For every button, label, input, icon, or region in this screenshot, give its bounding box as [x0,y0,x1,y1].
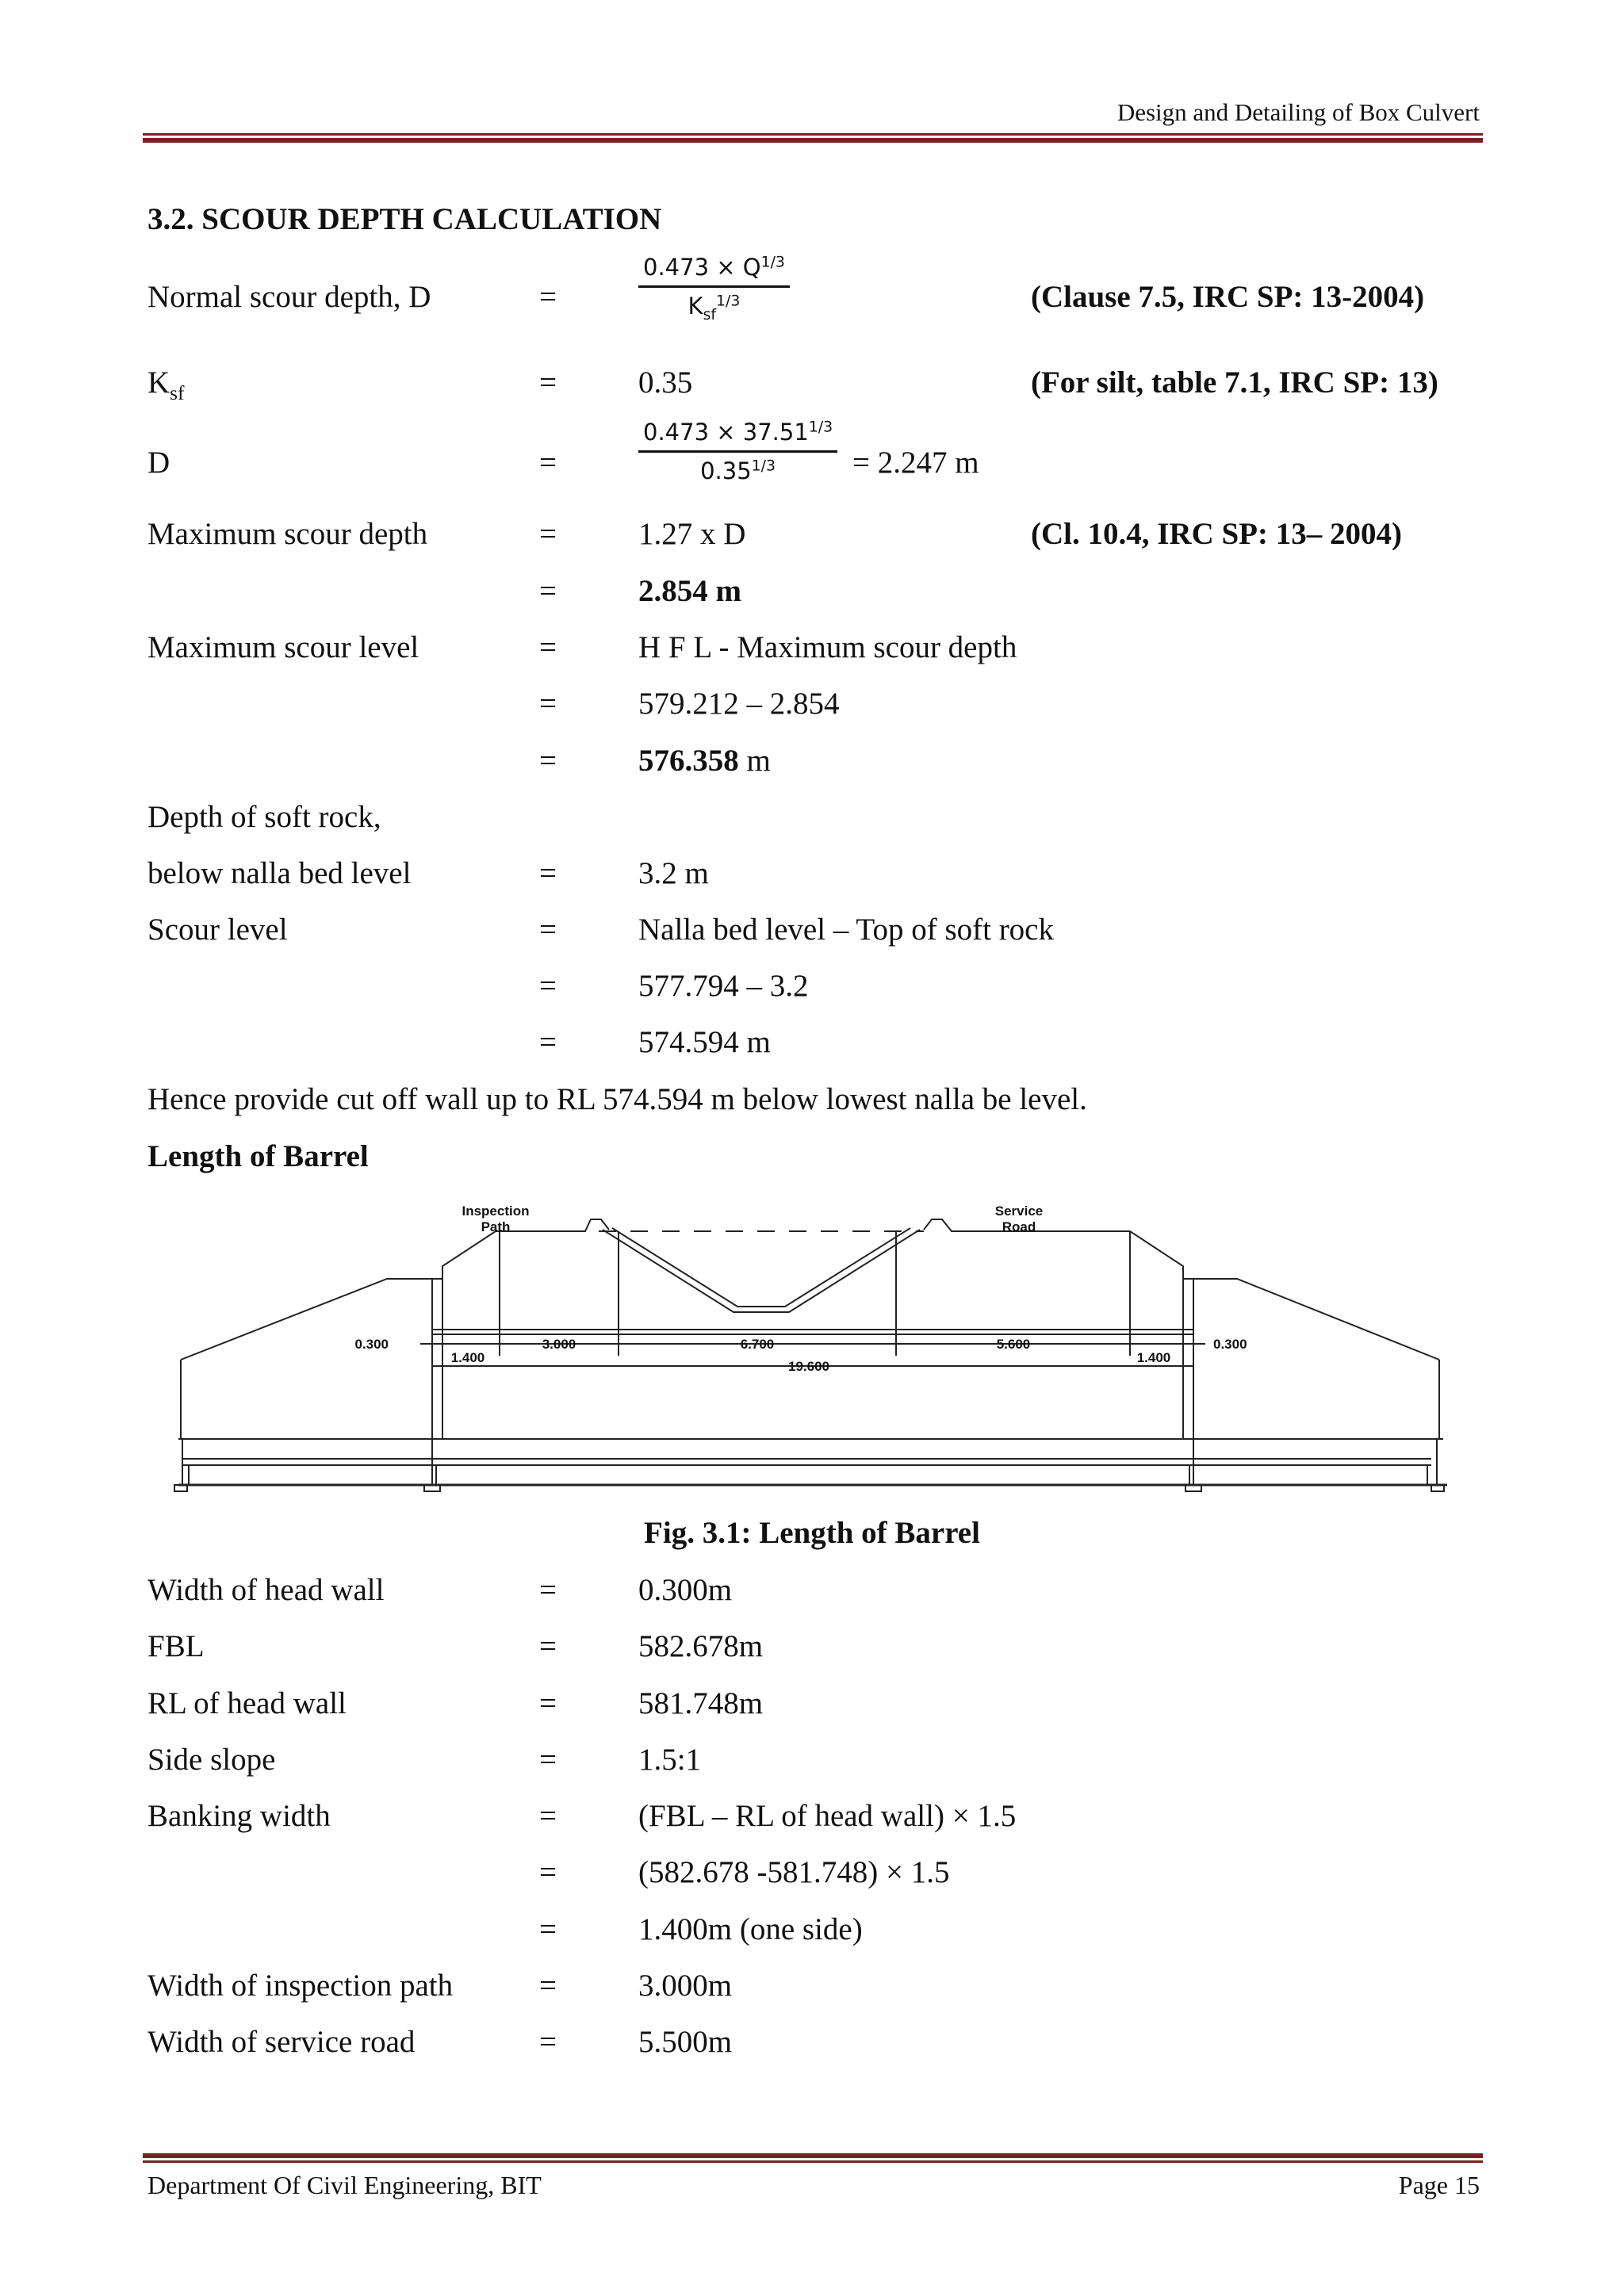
barrel-row-label: Banking width [147,1799,331,1833]
d-label: D [147,446,170,480]
soft-rock-label-1: Depth of soft rock, [147,800,381,834]
max-scour-level-calc: 579.212 – 2.854 [638,687,840,721]
barrel-row-value: 3.000m [638,1969,733,2003]
dim-19600: 19.600 [788,1359,829,1374]
max-scour-depth-value: 2.854 m [638,574,741,608]
barrel-row-value: 1.5:1 [638,1743,702,1777]
equals-sign: = [539,517,557,551]
equals-sign: = [539,1629,557,1663]
conclusion-text: Hence provide cut off wall up to RL 574.594 m below lowest nalla be level. [147,1082,1087,1116]
dim-3000: 3.000 [542,1337,576,1352]
equals-sign: = [539,969,557,1003]
max-scour-level-expr: H F L - Maximum scour depth [638,630,1017,664]
max-scour-depth-label: Maximum scour depth [147,517,428,551]
equals-sign: = [539,856,557,890]
equals-sign: = [539,1855,557,1889]
max-scour-depth-expr: 1.27 x D [638,517,746,551]
scour-level-calc: 577.794 – 3.2 [638,969,809,1003]
equals-sign: = [539,1969,557,2003]
barrel-length-figure [159,1193,1459,1502]
footer-rule-thin [143,2160,1483,2163]
equals-sign: = [539,574,557,608]
barrel-row-label: FBL [147,1629,205,1663]
barrel-row-value: 5.500m [638,2025,733,2059]
barrel-row-value: 581.748m [638,1686,764,1720]
dim-0300-left: 0.300 [354,1337,389,1352]
barrel-row-value: 1.400m (one side) [638,1912,863,1946]
normal-scour-label: Normal scour depth, D [147,280,431,314]
equals-sign: = [539,1799,557,1833]
normal-scour-formula: $0.473 \times Q^{1/3}$ $K_{sf}^{1/3}$ [638,254,790,323]
barrel-row-label: Width of inspection path [147,1969,454,2003]
equals-sign: = [539,1912,557,1946]
service-road-label-line1: Service [994,1203,1044,1219]
d-formula: $\frac{0.473 \times 37.51^{1/3}}{0.35^{1/3}}$ [638,419,837,484]
dim-5600: 5.600 [996,1337,1031,1352]
equals-sign: = [539,2025,557,2059]
header-rule-thick [143,138,1483,143]
normal-scour-reference: (Clause 7.5, IRC SP: 13-2004) [1031,280,1425,314]
scour-level-expr: Nalla bed level – Top of soft rock [638,913,1054,947]
equals-sign: = [539,1573,557,1607]
header-rule-thin [143,133,1483,136]
equals-sign: = [539,630,557,664]
barrel-row-label: Width of head wall [147,1573,385,1607]
header-title: Design and Detailing of Box Culvert [1116,98,1480,126]
equals-sign: = [539,744,557,778]
footer-department: Department Of Civil Engineering, BIT [147,2171,542,2199]
ksf-label: $K_{sf}$ [147,365,185,404]
dim-1400-right: 1.400 [1136,1350,1171,1365]
soft-rock-value: 3.2 m [638,856,709,890]
dim-1400-left: 1.400 [450,1350,485,1365]
barrel-heading: Length of Barrel [147,1139,369,1173]
barrel-row-label: Side slope [147,1743,276,1777]
inspection-path-label-line1: Inspection [462,1203,530,1219]
equals-sign: = [539,1025,557,1059]
soft-rock-label-2: below nalla bed level [147,856,412,890]
barrel-row-value: 0.300m [638,1573,733,1607]
barrel-row-label: RL of head wall [147,1686,347,1720]
d-result: = 2.247 m [852,446,979,480]
inspection-path-label-line2: Path [481,1219,511,1234]
equals-sign: = [539,687,557,721]
max-scour-level-label: Maximum scour level [147,630,419,664]
figure-caption: Fig. 3.1: Length of Barrel [644,1516,980,1550]
equals-sign: = [539,280,557,314]
max-scour-level-value: 576.358 m [638,744,771,778]
equals-sign: = [539,913,557,947]
max-scour-depth-reference: (Cl. 10.4, IRC SP: 13– 2004) [1031,517,1402,551]
barrel-row-label: Width of service road [147,2025,416,2059]
ksf-reference: (For silt, table 7.1, IRC SP: 13) [1031,365,1438,400]
footer-rule-thick [143,2153,1483,2158]
equals-sign: = [539,446,557,480]
section-heading: 3.2. SCOUR DEPTH CALCULATION [147,202,662,236]
equals-sign: = [539,365,557,400]
equals-sign: = [539,1743,557,1777]
barrel-row-value: 582.678m [638,1629,764,1663]
scour-level-label: Scour level [147,913,288,947]
barrel-row-value: (FBL – RL of head wall) × 1.5 [638,1799,1017,1833]
dim-6700: 6.700 [740,1337,775,1352]
footer-page-number: Page 15 [1398,2171,1480,2199]
equals-sign: = [539,1686,557,1720]
ksf-value: 0.35 [638,365,693,400]
service-road-label-line2: Road [1002,1219,1036,1234]
dim-0300-right: 0.300 [1213,1337,1247,1352]
barrel-row-value: (582.678 -581.748) × 1.5 [638,1855,950,1889]
scour-level-value: 574.594 m [638,1025,771,1059]
